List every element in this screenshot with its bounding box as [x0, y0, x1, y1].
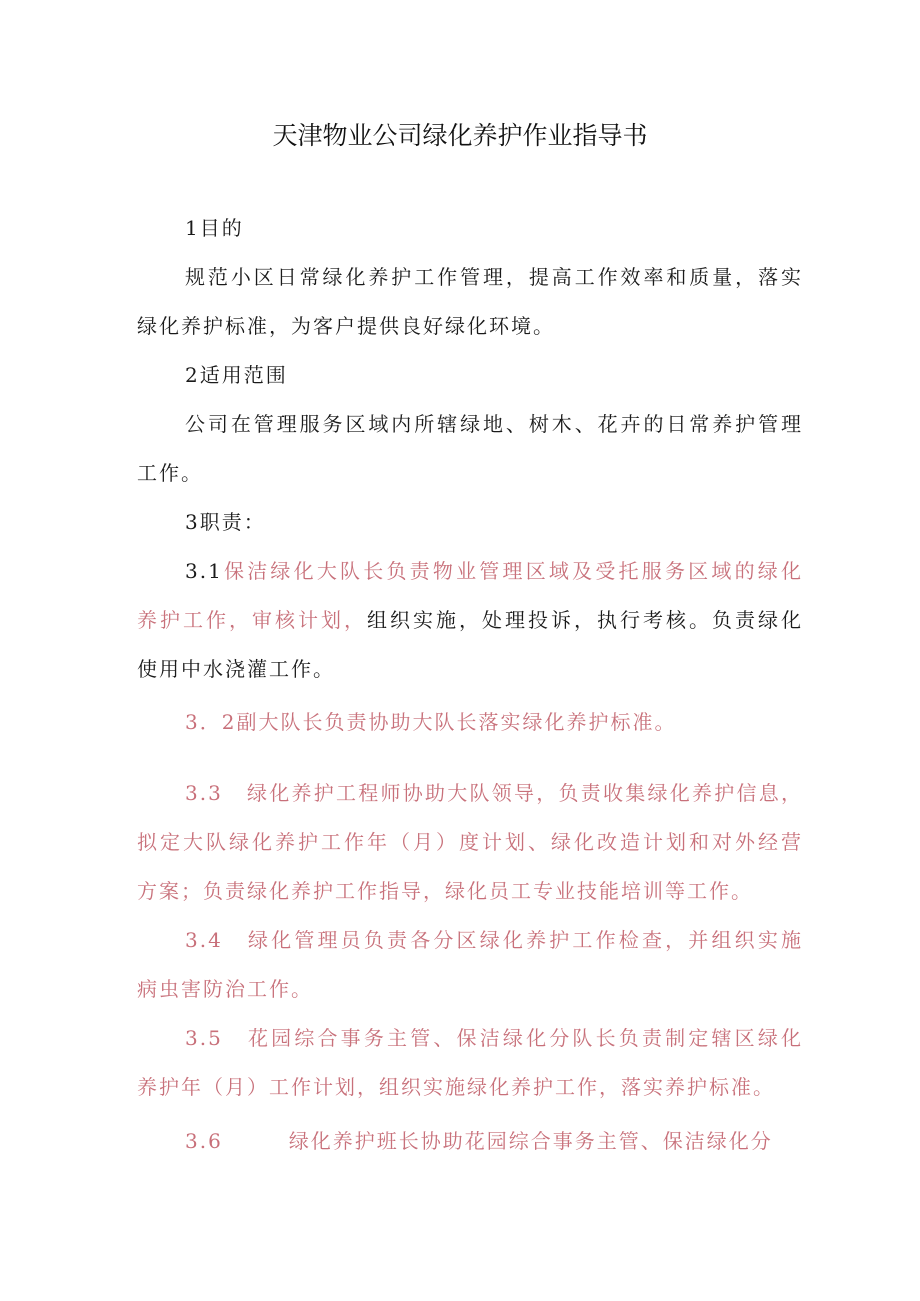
clause-3-4-line-2: 病虫害防治工作。 [137, 977, 313, 1001]
clause-3-1-line-2 [137, 606, 803, 634]
section-2-text-line-2: 工作。 [137, 461, 203, 485]
clause-3-4-number: 3.4 [185, 928, 223, 952]
clause-3-5-number: 3.5 [185, 1026, 223, 1050]
clause-3-1-red-text: 养护工作，审核计划， [137, 608, 367, 632]
clause-3-3-line-3: 方案；负责绿化养护工作指导，绿化员工专业技能培训等工作。 [137, 879, 753, 903]
section-1-text-line-1: 规范小区日常绿化养护工作管理，提高工作效率和质量，落实 [185, 265, 803, 289]
clause-3-5-line-2: 养护年（月）工作计划，组织实施绿化养护工作，落实养护标准。 [137, 1075, 775, 1099]
clause-3-1-black-text: 组织实施，处理投诉，执行考核。负责绿化 [367, 608, 803, 632]
section-1-heading: 1目的 [185, 216, 244, 240]
clause-3-5-line-1 [185, 1024, 803, 1052]
document-title: 天津物业公司绿化养护作业指导书 [272, 121, 648, 150]
clause-3-3-line-1 [185, 779, 803, 807]
section-2-text-line-1: 公司在管理服务区域内所辖绿地、树木、花卉的日常养护管理 [185, 412, 803, 436]
clause-3-6-text: 绿化养护班长协助花园综合事务主管、保洁绿化分 [288, 1129, 773, 1153]
clause-3-1-text: 保洁绿化大队长负责物业管理区域及受托服务区域的绿化 [222, 559, 803, 583]
section-1-text-line-2: 绿化养护标准，为客户提供良好绿化环境。 [137, 314, 555, 338]
clause-3-3-text: 绿化养护工程师协助大队领导，负责收集绿化养护信息， [246, 781, 803, 805]
clause-3-1-number: 3.1 [185, 559, 223, 583]
clause-3-1-line-1 [185, 557, 803, 585]
clause-3-4-line-1 [185, 926, 803, 954]
section-2-heading: 2适用范围 [185, 363, 288, 387]
clause-3-5-text: 花园综合事务主管、保洁绿化分队长负责制定辖区绿化 [246, 1026, 803, 1050]
clause-3-2: 3．2副大队长负责协助大队长落实绿化养护标准。 [185, 710, 677, 734]
section-3-heading: 3职责： [185, 510, 266, 534]
clause-3-1-line-3: 使用中水浇灌工作。 [137, 657, 335, 681]
clause-3-3-line-2: 拟定大队绿化养护工作年（月）度计划、绿化改造计划和对外经营 [137, 830, 803, 854]
clause-3-4-text: 绿化管理员负责各分区绿化养护工作检查，并组织实施 [246, 928, 803, 952]
clause-3-3-number: 3.3 [185, 781, 223, 805]
clause-3-6-line-1 [185, 1127, 803, 1155]
clause-3-6-number: 3.6 [185, 1129, 223, 1153]
